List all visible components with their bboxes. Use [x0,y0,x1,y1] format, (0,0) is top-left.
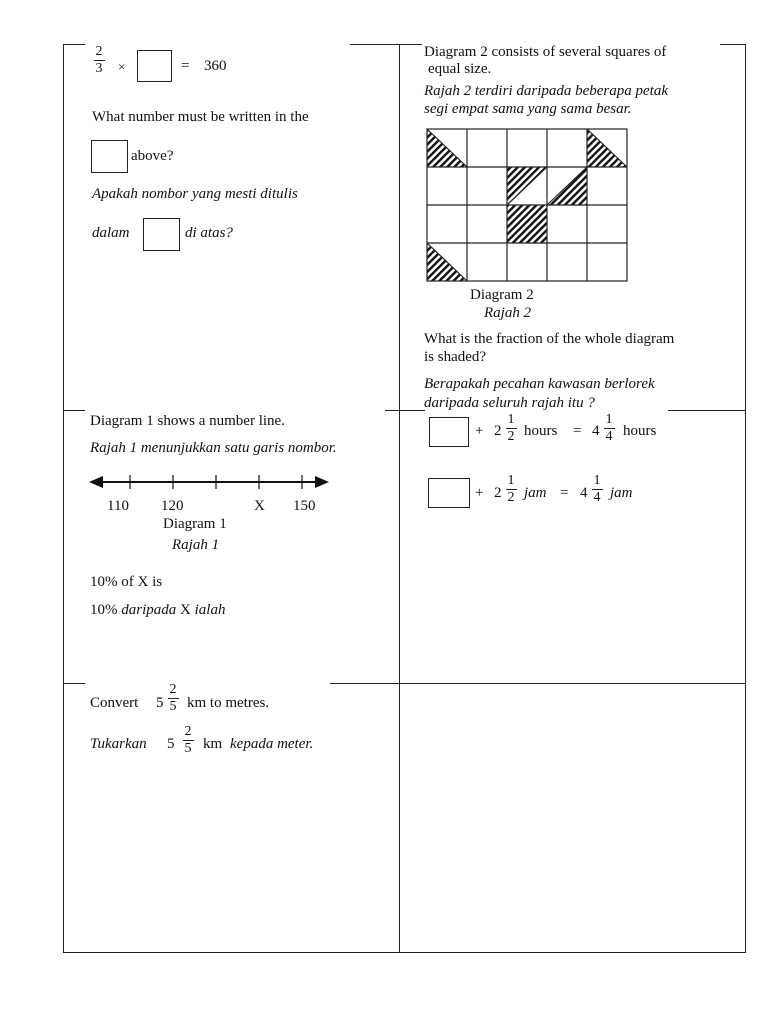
question-text: What number must be written in the [92,109,309,125]
fraction-one-quarter [591,473,603,506]
question-text-malay: Berapakah pecahan kawasan berlorek [424,376,655,392]
tick-label: 110 [107,498,129,514]
grid-line [63,952,746,953]
question-text-malay: Apakah nombor yang mesti ditulis [92,186,298,202]
unit-text: hours [623,423,657,439]
fraction-two-thirds [93,44,105,77]
whole-number: 4 [592,423,600,439]
grid-line [399,44,400,953]
plus-sign: + [475,423,484,439]
question-text-malay: daripada seluruh rajah itu ? [424,395,595,411]
question-text: 10% of X is [90,574,163,590]
fraction-one-half [505,473,517,506]
unit-text: km [203,736,223,752]
grid-line [63,410,85,411]
fraction-denominator: 4 [593,490,601,505]
plus-sign: + [475,485,484,501]
question-text: Convert [90,695,139,711]
grid-line [668,410,746,411]
percent-value: 10% [90,602,118,618]
answer-box-reference [91,140,128,173]
fraction-numerator: 2 [95,44,103,59]
grid-line [330,683,746,684]
grid-line [350,44,422,45]
whole-number: 4 [580,485,588,501]
number-line-right-arrow [315,476,329,488]
grid-line [63,44,85,45]
answer-box[interactable] [428,478,470,508]
whole-number: 2 [494,485,502,501]
answer-box[interactable] [137,50,172,82]
grid-line [720,44,746,45]
question-text: Diagram 2 consists of several squares of [424,44,667,60]
fraction-denominator: 3 [95,61,103,76]
fraction-denominator: 2 [507,490,515,505]
unit-text-malay: jam [524,485,547,501]
fraction-numerator: 1 [507,412,515,427]
tick-label: 120 [161,498,184,514]
equals-sign: = [181,58,190,74]
fraction-denominator: 2 [507,429,515,444]
diagram-caption-malay: Rajah 2 [484,305,532,321]
question-text: above? [131,148,174,164]
tick-label: 150 [293,498,316,514]
answer-box-reference [143,218,180,251]
whole-number: 2 [494,423,502,439]
question-text-malay [90,602,225,619]
fraction-numerator: 1 [507,473,515,488]
grid-line [63,44,64,953]
grid-line [385,410,425,411]
question-text-malay: kepada meter. [230,736,314,752]
unit-text-malay: jam [610,485,633,501]
diagram-caption-malay: Rajah 1 [172,537,220,553]
whole-number: 5 [156,695,164,711]
fraction-numerator: 2 [169,682,177,697]
number-line-left-arrow [89,476,103,488]
tick-label: X [254,498,265,514]
question-text: What is the fraction of the whole diagram [424,331,675,347]
question-text: km to metres. [187,695,270,711]
fraction-two-fifths [167,682,179,715]
diagram-caption: Diagram 2 [470,287,534,303]
malay-word: ialah [194,602,226,618]
fraction-numerator: 1 [605,412,613,427]
fraction-numerator: 2 [184,724,192,739]
grid-line [63,683,85,684]
fraction-denominator: 5 [169,699,177,714]
variable-x: X [180,602,191,618]
grid-line [745,44,746,953]
question-text-malay: segi empat sama yang sama besar. [424,101,632,117]
question-text-malay: di atas? [185,225,233,241]
fraction-denominator: 5 [184,741,192,756]
diagram-caption: Diagram 1 [163,516,227,532]
whole-number: 5 [167,736,175,752]
fraction-two-fifths [182,724,194,757]
fraction-one-quarter [603,412,615,445]
question-text-malay: Rajah 1 menunjukkan satu garis nombor. [90,440,337,456]
shaded-square [507,205,547,243]
shaded-squares-diagram [420,124,634,286]
question-text: equal size. [428,61,492,77]
equals-sign: = [573,423,582,439]
fraction-denominator: 4 [605,429,613,444]
question-text: is shaded? [424,349,487,365]
times-sign: × [118,59,126,74]
answer-box[interactable] [429,417,469,447]
question-text: Diagram 1 shows a number line. [90,413,285,429]
malay-word: daripada [121,602,177,618]
number-line [86,470,336,494]
question-text-malay: dalam [92,225,130,241]
result-value: 360 [204,58,227,74]
equals-sign: = [560,485,569,501]
question-text-malay: Rajah 2 terdiri daripada beberapa petak [424,83,668,99]
fraction-numerator: 1 [593,473,601,488]
question-text-malay: Tukarkan [90,736,147,752]
fraction-one-half [505,412,517,445]
unit-text: hours [524,423,558,439]
